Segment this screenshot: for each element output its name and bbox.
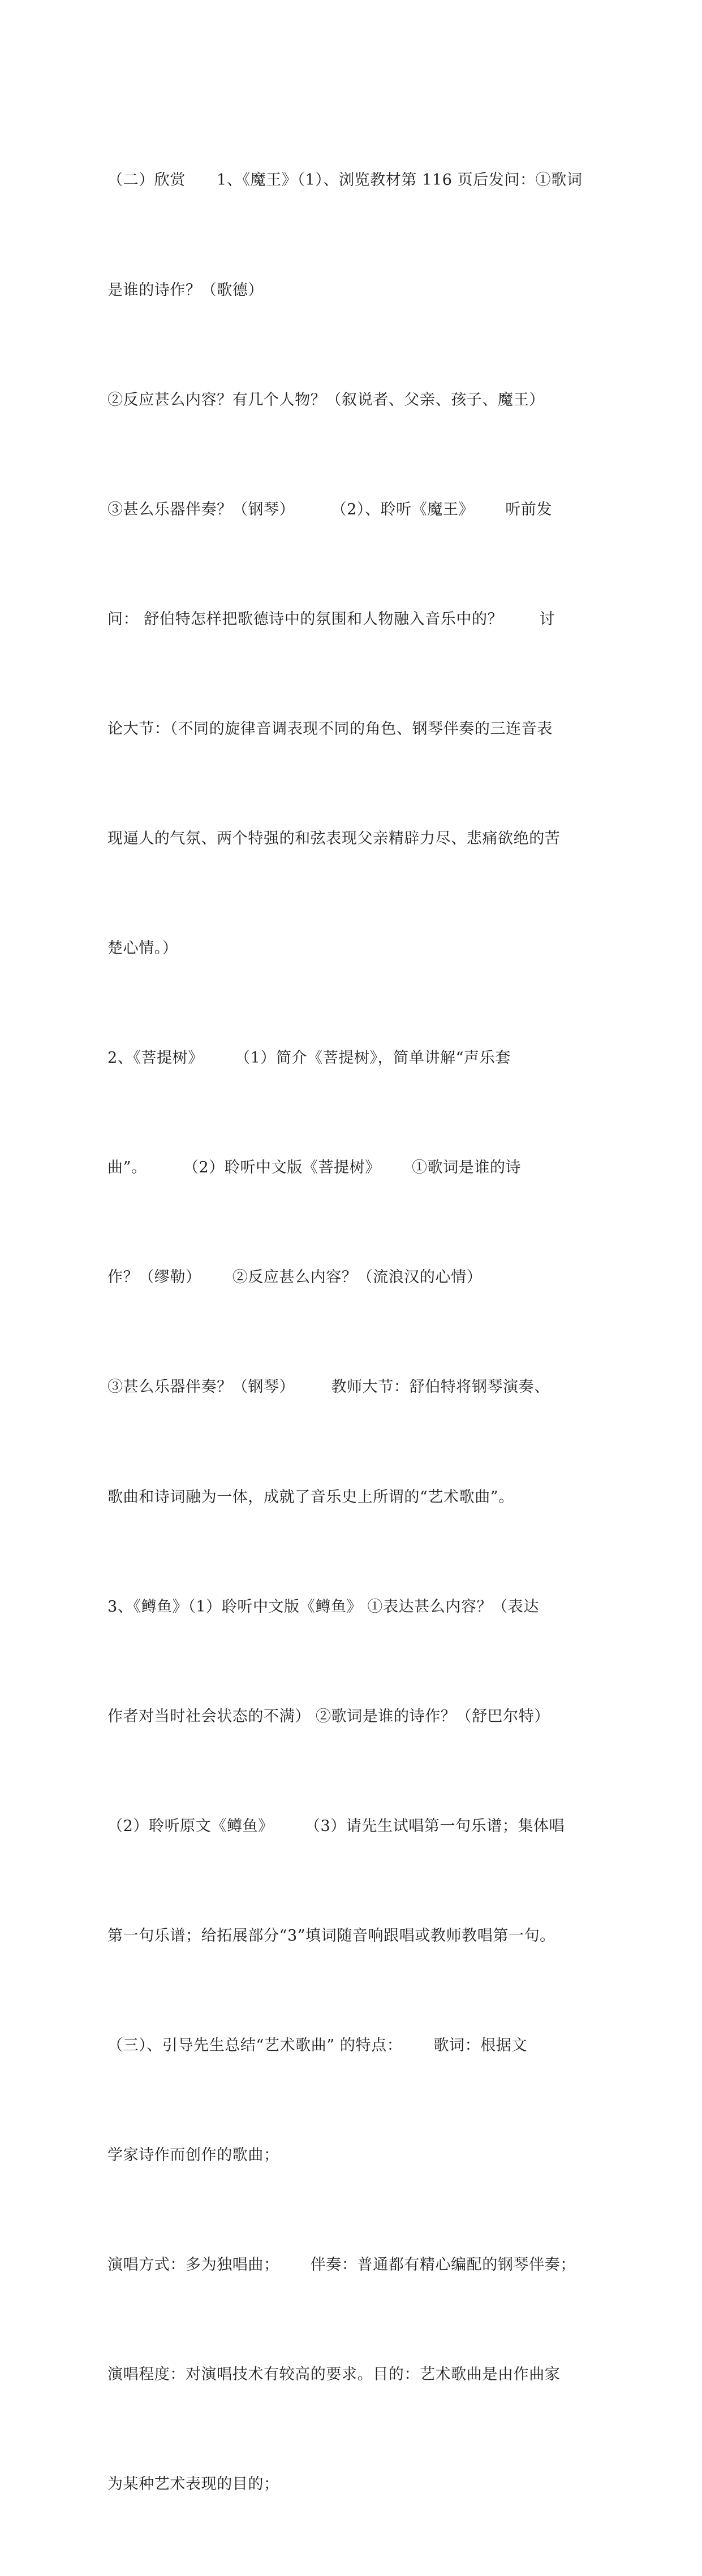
text-line: 第一句乐谱；给拓展部分“3”填词随音响跟唱或教师教唱第一句。 <box>107 1926 555 1945</box>
text-line: 3、《鳟鱼》（1）聆听中文版《鳟鱼》 ①表达甚么内容？（表达 <box>107 1597 539 1616</box>
text-line: 学家诗作而创作的歌曲； <box>107 2146 279 2164</box>
text-line: 演唱程度：对演唱技术有较高的要求。目的：艺术歌曲是由作曲家 <box>107 2366 561 2384</box>
text-line: ②反应甚么内容？有几个人物？（叙说者、父亲、孩子、魔王） <box>107 391 545 409</box>
text-line: 问： 舒伯特怎样把歌德诗中的氛围和人物融入音乐中的？ 讨 <box>107 610 555 628</box>
text-line: （二）欣赏 1、《魔王》（1）、浏览教材第 116 页后发问：①歌词 <box>107 171 583 189</box>
text-line: ③甚么乐器伴奏？（钢琴） 教师大节：舒伯特将钢琴演奏、 <box>107 1378 550 1396</box>
text-line: 2、《菩提树》 （1）简介《菩提树》，简单讲解“声乐套 <box>107 1049 511 1067</box>
text-line: 演唱方式：多为独唱曲； 伴奏：普通都有精心编配的钢琴伴奏； <box>107 2256 576 2274</box>
text-line: （三）、引导先生总结“艺术歌曲” 的特点： 歌词：根据文 <box>107 2037 527 2054</box>
text-line: 现逼人的气氛、两个特强的和弦表现父亲精辟力尽、悲痛欲绝的苦 <box>107 829 561 847</box>
text-line: 歌曲和诗词融为一体，成就了音乐史上所谓的“艺术歌曲”。 <box>107 1488 514 1506</box>
text-line: 论大节：（不同的旋律音调表现不同的角色、钢琴伴奏的三连音表 <box>107 720 553 738</box>
text-line: 曲”。 （2）聆听中文版《菩提树》 ①歌词是谁的诗 <box>107 1159 522 1177</box>
text-line: 楚心情。） <box>107 940 178 958</box>
text-line: 作者对当时社会状态的不满） ②歌词是谁的诗作？（舒巴尔特） <box>107 1707 550 1725</box>
text-line: 是谁的诗作？（歌德） <box>107 281 264 299</box>
text-line: 作？（缪勒） ②反应甚么内容？（流浪汉的心情） <box>107 1268 483 1287</box>
text-line: （2）聆听原文《鳟鱼》 （3）请先生试唱第一句乐谱；集体唱 <box>107 1817 565 1835</box>
text-line: ③甚么乐器伴奏？（钢琴） （2）、聆听《魔王》 听前发 <box>107 500 553 518</box>
document-body <box>107 89 617 2576</box>
text-line: 为某种艺术表现的目的； <box>107 2475 279 2493</box>
